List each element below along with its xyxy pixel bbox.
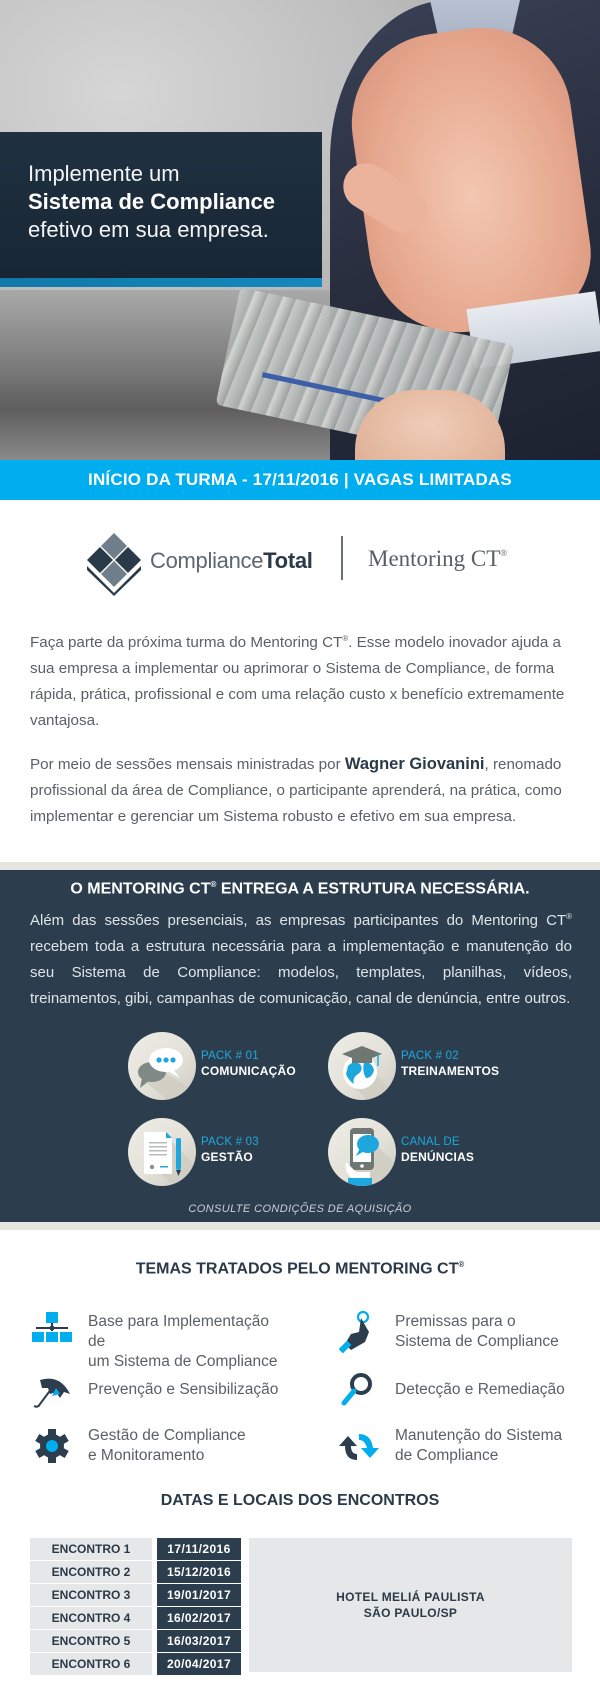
section-divider (0, 1222, 600, 1230)
meeting-date: 19/01/2017 (157, 1584, 241, 1606)
topic-line1: Gestão de Compliance (88, 1427, 246, 1444)
speech-bubbles-icon (128, 1032, 196, 1100)
venue-box (249, 1538, 572, 1672)
pack-kicker: PACK # 01 (201, 1050, 259, 1062)
pack-name: COMUNICAÇÃO (201, 1064, 296, 1078)
structure-body (30, 904, 572, 1012)
structure-body-start: Além das sessões presenciais, as empresas participantes do Mentoring CT (30, 912, 567, 929)
intro-p1-end: . Esse modelo inovador ajuda a sua empresa a implementar ou aprimorar o Sistema de Compliance, de forma rápida, prática, profissional e com uma relação custo x benefício extremamente vantajosa. (30, 634, 565, 730)
structure-body-end: recebem toda a estrutura necessária para a implementação e manutenção do seu Sistema de Compliance: modelos, templates, planilhas, vídeos, treinamentos, gibi, campanhas de comunicação, canal de denúncia, entre outros. (30, 938, 572, 1007)
registered-mark: ® (566, 912, 572, 921)
topic-text (88, 1380, 278, 1400)
registered-mark: ® (342, 634, 349, 643)
brand-light: Compliance (150, 548, 264, 573)
structure-title-start: O MENTORING CT (70, 880, 211, 898)
topic-line1: Premissas para o (395, 1313, 516, 1330)
compliance-total-wordmark (150, 548, 313, 574)
pack-name: GESTÃO (201, 1150, 253, 1164)
topics-title (0, 1260, 600, 1278)
pack-kicker: PACK # 02 (401, 1050, 459, 1062)
intro-p1-start: Faça parte da próxima turma do Mentoring CT (30, 634, 343, 652)
mentoring-ct-wordmark (368, 546, 507, 572)
venue-name: HOTEL MELIÁ PAULISTA (336, 1590, 485, 1604)
meeting-label: ENCONTRO 4 (30, 1607, 152, 1629)
hero-panel-stripe (0, 278, 322, 287)
meeting-label: ENCONTRO 5 (30, 1630, 152, 1652)
topic-line2: um Sistema de Compliance (88, 1353, 278, 1370)
topic-line2: e Monitoramento (88, 1447, 205, 1464)
pack-kicker: CANAL DE (401, 1136, 460, 1148)
meeting-date: 15/12/2016 (157, 1561, 241, 1583)
magnifier-icon (337, 1370, 383, 1414)
smartphone-chat-icon (328, 1118, 396, 1186)
pack-kicker: PACK # 03 (201, 1136, 259, 1148)
structure-title (0, 880, 600, 898)
refresh-arrows-icon (337, 1424, 383, 1468)
pack-icon-circle (128, 1118, 196, 1186)
topic-item-prevencao (30, 1370, 290, 1416)
meeting-date: 20/04/2017 (157, 1653, 241, 1675)
class-start-banner: INÍCIO DA TURMA - 17/11/2016 | VAGAS LIMITADAS (0, 460, 600, 500)
graduation-globe-icon (328, 1032, 396, 1100)
structure-title-end: ENTREGA A ESTRUTURA NECESSÁRIA. (216, 880, 530, 898)
pointing-hand-icon (337, 1310, 383, 1354)
topic-item-gestao (30, 1424, 290, 1470)
product-name: Mentoring CT (368, 546, 501, 571)
intro-p2-start: Por meio de sessões mensais ministradas por (30, 756, 345, 774)
document-pen-icon (128, 1118, 196, 1186)
hierarchy-blocks-icon (30, 1310, 76, 1354)
registered-mark: ® (500, 548, 508, 558)
registered-mark: ® (458, 1260, 465, 1269)
pack-name: TREINAMENTOS (401, 1064, 500, 1078)
intro-paragraph-1 (30, 626, 572, 734)
topic-text (395, 1426, 562, 1466)
meeting-label: ENCONTRO 2 (30, 1561, 152, 1583)
pack-icon-circle (328, 1118, 396, 1186)
venue-city: SÃO PAULO/SP (363, 1606, 458, 1620)
meeting-date: 16/03/2017 (157, 1630, 241, 1652)
section-divider (0, 862, 600, 870)
structure-section (0, 870, 600, 1222)
topic-line1: Detecção e Remediação (395, 1381, 565, 1398)
pack-gestao (128, 1118, 348, 1188)
topic-text (395, 1312, 559, 1352)
intro-text (30, 626, 572, 847)
topic-text (395, 1380, 565, 1400)
logo-divider (341, 536, 343, 580)
topic-text (88, 1312, 290, 1372)
gear-icon (30, 1424, 76, 1468)
topic-line1: Base para Implementação de (88, 1313, 269, 1350)
logo-row (0, 530, 600, 600)
pack-icon-circle (328, 1032, 396, 1100)
hero-headline-line1: Implemente um (28, 161, 180, 186)
topic-item-base-implementacao (30, 1310, 290, 1370)
topic-item-manutencao (337, 1424, 597, 1470)
intro-paragraph-2 (30, 751, 572, 830)
topic-line2: Sistema de Compliance (395, 1333, 559, 1350)
hero-banner (0, 0, 600, 460)
topic-line1: Manutenção do Sistema (395, 1427, 563, 1444)
mentor-name: Wagner Giovanini (344, 755, 485, 774)
acquisition-conditions-note: CONSULTE CONDIÇÕES DE AQUISIÇÃO (188, 1203, 412, 1215)
meeting-label: ENCONTRO 6 (30, 1653, 152, 1675)
registered-mark: ® (210, 880, 217, 889)
meeting-date: 16/02/2017 (157, 1607, 241, 1629)
hero-headline (28, 160, 275, 244)
umbrella-icon (30, 1370, 76, 1414)
topic-line2: de Compliance (395, 1447, 499, 1464)
compliance-total-logo-icon (86, 530, 142, 596)
hero-headline-line3: efetivo em sua empresa. (28, 217, 269, 242)
pack-comunicacao (128, 1032, 348, 1102)
hero-headline-line2: Sistema de Compliance (28, 189, 275, 214)
intro-p2-end: , renomado profissional da área de Compliance, o participante aprenderá, na prática, como implementar e gerenciar um Sistema robusto e efetivo em sua empresa. (30, 756, 562, 826)
topic-item-premissas (337, 1310, 597, 1356)
dates-title: DATAS E LOCAIS DOS ENCONTROS (160, 1492, 440, 1509)
pack-canal-denuncias (328, 1118, 548, 1188)
topic-line1: Prevenção e Sensibilização (88, 1381, 279, 1398)
topic-item-deteccao (337, 1370, 597, 1416)
meeting-date: 17/11/2016 (157, 1538, 241, 1560)
pack-icon-circle (128, 1032, 196, 1100)
topic-text (88, 1426, 246, 1466)
meeting-label: ENCONTRO 3 (30, 1584, 152, 1606)
topics-title-text: TEMAS TRATADOS PELO MENTORING CT (135, 1260, 459, 1278)
brand-bold: Total (263, 548, 313, 573)
pack-name: DENÚNCIAS (401, 1150, 475, 1164)
meeting-label: ENCONTRO 1 (30, 1538, 152, 1560)
pack-treinamentos (328, 1032, 548, 1102)
